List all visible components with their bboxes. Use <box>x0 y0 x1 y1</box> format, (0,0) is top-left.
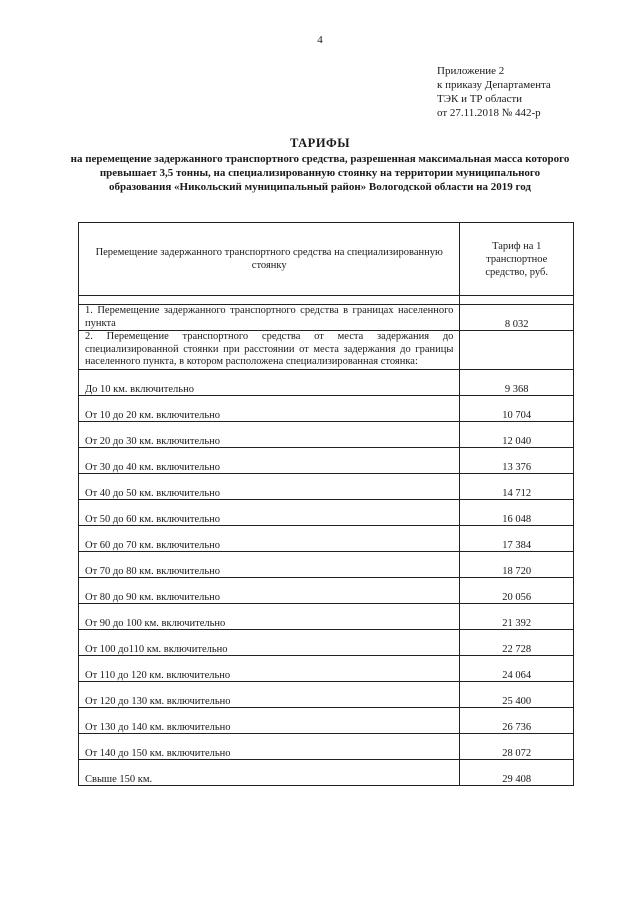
row-price: 24 064 <box>460 655 574 681</box>
page-number: 4 <box>317 34 323 46</box>
table-row <box>79 759 574 785</box>
table-header-row <box>79 223 574 296</box>
row-distance-label: От 20 до 30 км. включительно <box>79 421 460 447</box>
appendix-line: Приложение 2 <box>437 65 505 77</box>
row-price: 13 376 <box>460 447 574 473</box>
row-price: 21 392 <box>460 603 574 629</box>
row-distance-label: От 130 до 140 км. включительно <box>79 707 460 733</box>
row-distance-label: От 120 до 130 км. включительно <box>79 681 460 707</box>
row-distance-label: От 30 до 40 км. включительно <box>79 447 460 473</box>
table-row <box>79 577 574 603</box>
row-price: 14 712 <box>460 473 574 499</box>
row-price: 10 704 <box>460 395 574 421</box>
row-price: 9 368 <box>460 369 574 395</box>
row-distance-label: От 90 до 100 км. включительно <box>79 603 460 629</box>
row-distance-label: От 70 до 80 км. включительно <box>79 551 460 577</box>
section1-description: 1. Перемещение задержанного транспортного средства в границах населенного пункта <box>79 305 460 331</box>
row-price: 28 072 <box>460 733 574 759</box>
table-row <box>79 733 574 759</box>
table-row-section1 <box>79 305 574 331</box>
section1-price: 8 032 <box>460 305 574 331</box>
document-title: ТАРИФЫ <box>289 136 351 150</box>
row-distance-label: От 40 до 50 км. включительно <box>79 473 460 499</box>
table-row <box>79 499 574 525</box>
table-row <box>79 447 574 473</box>
row-distance-label: От 100 до110 км. включительно <box>79 629 460 655</box>
table-row <box>79 421 574 447</box>
section2-description: 2. Перемещение транспортного средства от места задержания до специализированной стоянки при расстоянии от места задержания до границы населенного пункта, в котором расположена специализированная стоянка: <box>79 331 460 370</box>
table-spacer-row <box>79 296 574 305</box>
row-distance-label: Свыше 150 км. <box>79 759 460 785</box>
table-row <box>79 681 574 707</box>
table-row <box>79 369 574 395</box>
header-price: Тариф на 1 транспортное средство, руб. <box>460 223 574 296</box>
table-row <box>79 395 574 421</box>
row-price: 22 728 <box>460 629 574 655</box>
row-distance-label: От 110 до 120 км. включительно <box>79 655 460 681</box>
row-distance-label: От 80 до 90 км. включительно <box>79 577 460 603</box>
row-distance-label: От 50 до 60 км. включительно <box>79 499 460 525</box>
row-price: 25 400 <box>460 681 574 707</box>
row-price: 12 040 <box>460 421 574 447</box>
table-row <box>79 551 574 577</box>
table-row <box>79 707 574 733</box>
table-row <box>79 603 574 629</box>
row-distance-label: От 60 до 70 км. включительно <box>79 525 460 551</box>
row-price: 20 056 <box>460 577 574 603</box>
row-distance-label: До 10 км. включительно <box>79 369 460 395</box>
appendix-line: от 27.11.2018 № 442-р <box>437 107 541 119</box>
appendix-block <box>437 64 627 120</box>
row-price: 16 048 <box>460 499 574 525</box>
row-price: 29 408 <box>460 759 574 785</box>
table-row <box>79 473 574 499</box>
appendix-line: ТЭК и ТР области <box>437 93 523 105</box>
table-row-section2 <box>79 331 574 370</box>
section2-price <box>460 331 574 370</box>
table-row <box>79 525 574 551</box>
document-subtitle: на перемещение задержанного транспортного средства, разрешенная максимальная масса которого превышает 3,5 тонны, на специализированную стоянку на территории муниципального образования «Никольский муниципальный район» Вологодской области на 2019 год <box>70 153 570 193</box>
table-row <box>79 629 574 655</box>
tariff-table <box>78 222 574 786</box>
row-price: 26 736 <box>460 707 574 733</box>
row-price: 17 384 <box>460 525 574 551</box>
row-distance-label: От 10 до 20 км. включительно <box>79 395 460 421</box>
table-row <box>79 655 574 681</box>
appendix-line: к приказу Департамента <box>437 79 551 91</box>
row-price: 18 720 <box>460 551 574 577</box>
header-description: Перемещение задержанного транспортного средства на специализированную стоянку <box>79 223 460 296</box>
row-distance-label: От 140 до 150 км. включительно <box>79 733 460 759</box>
